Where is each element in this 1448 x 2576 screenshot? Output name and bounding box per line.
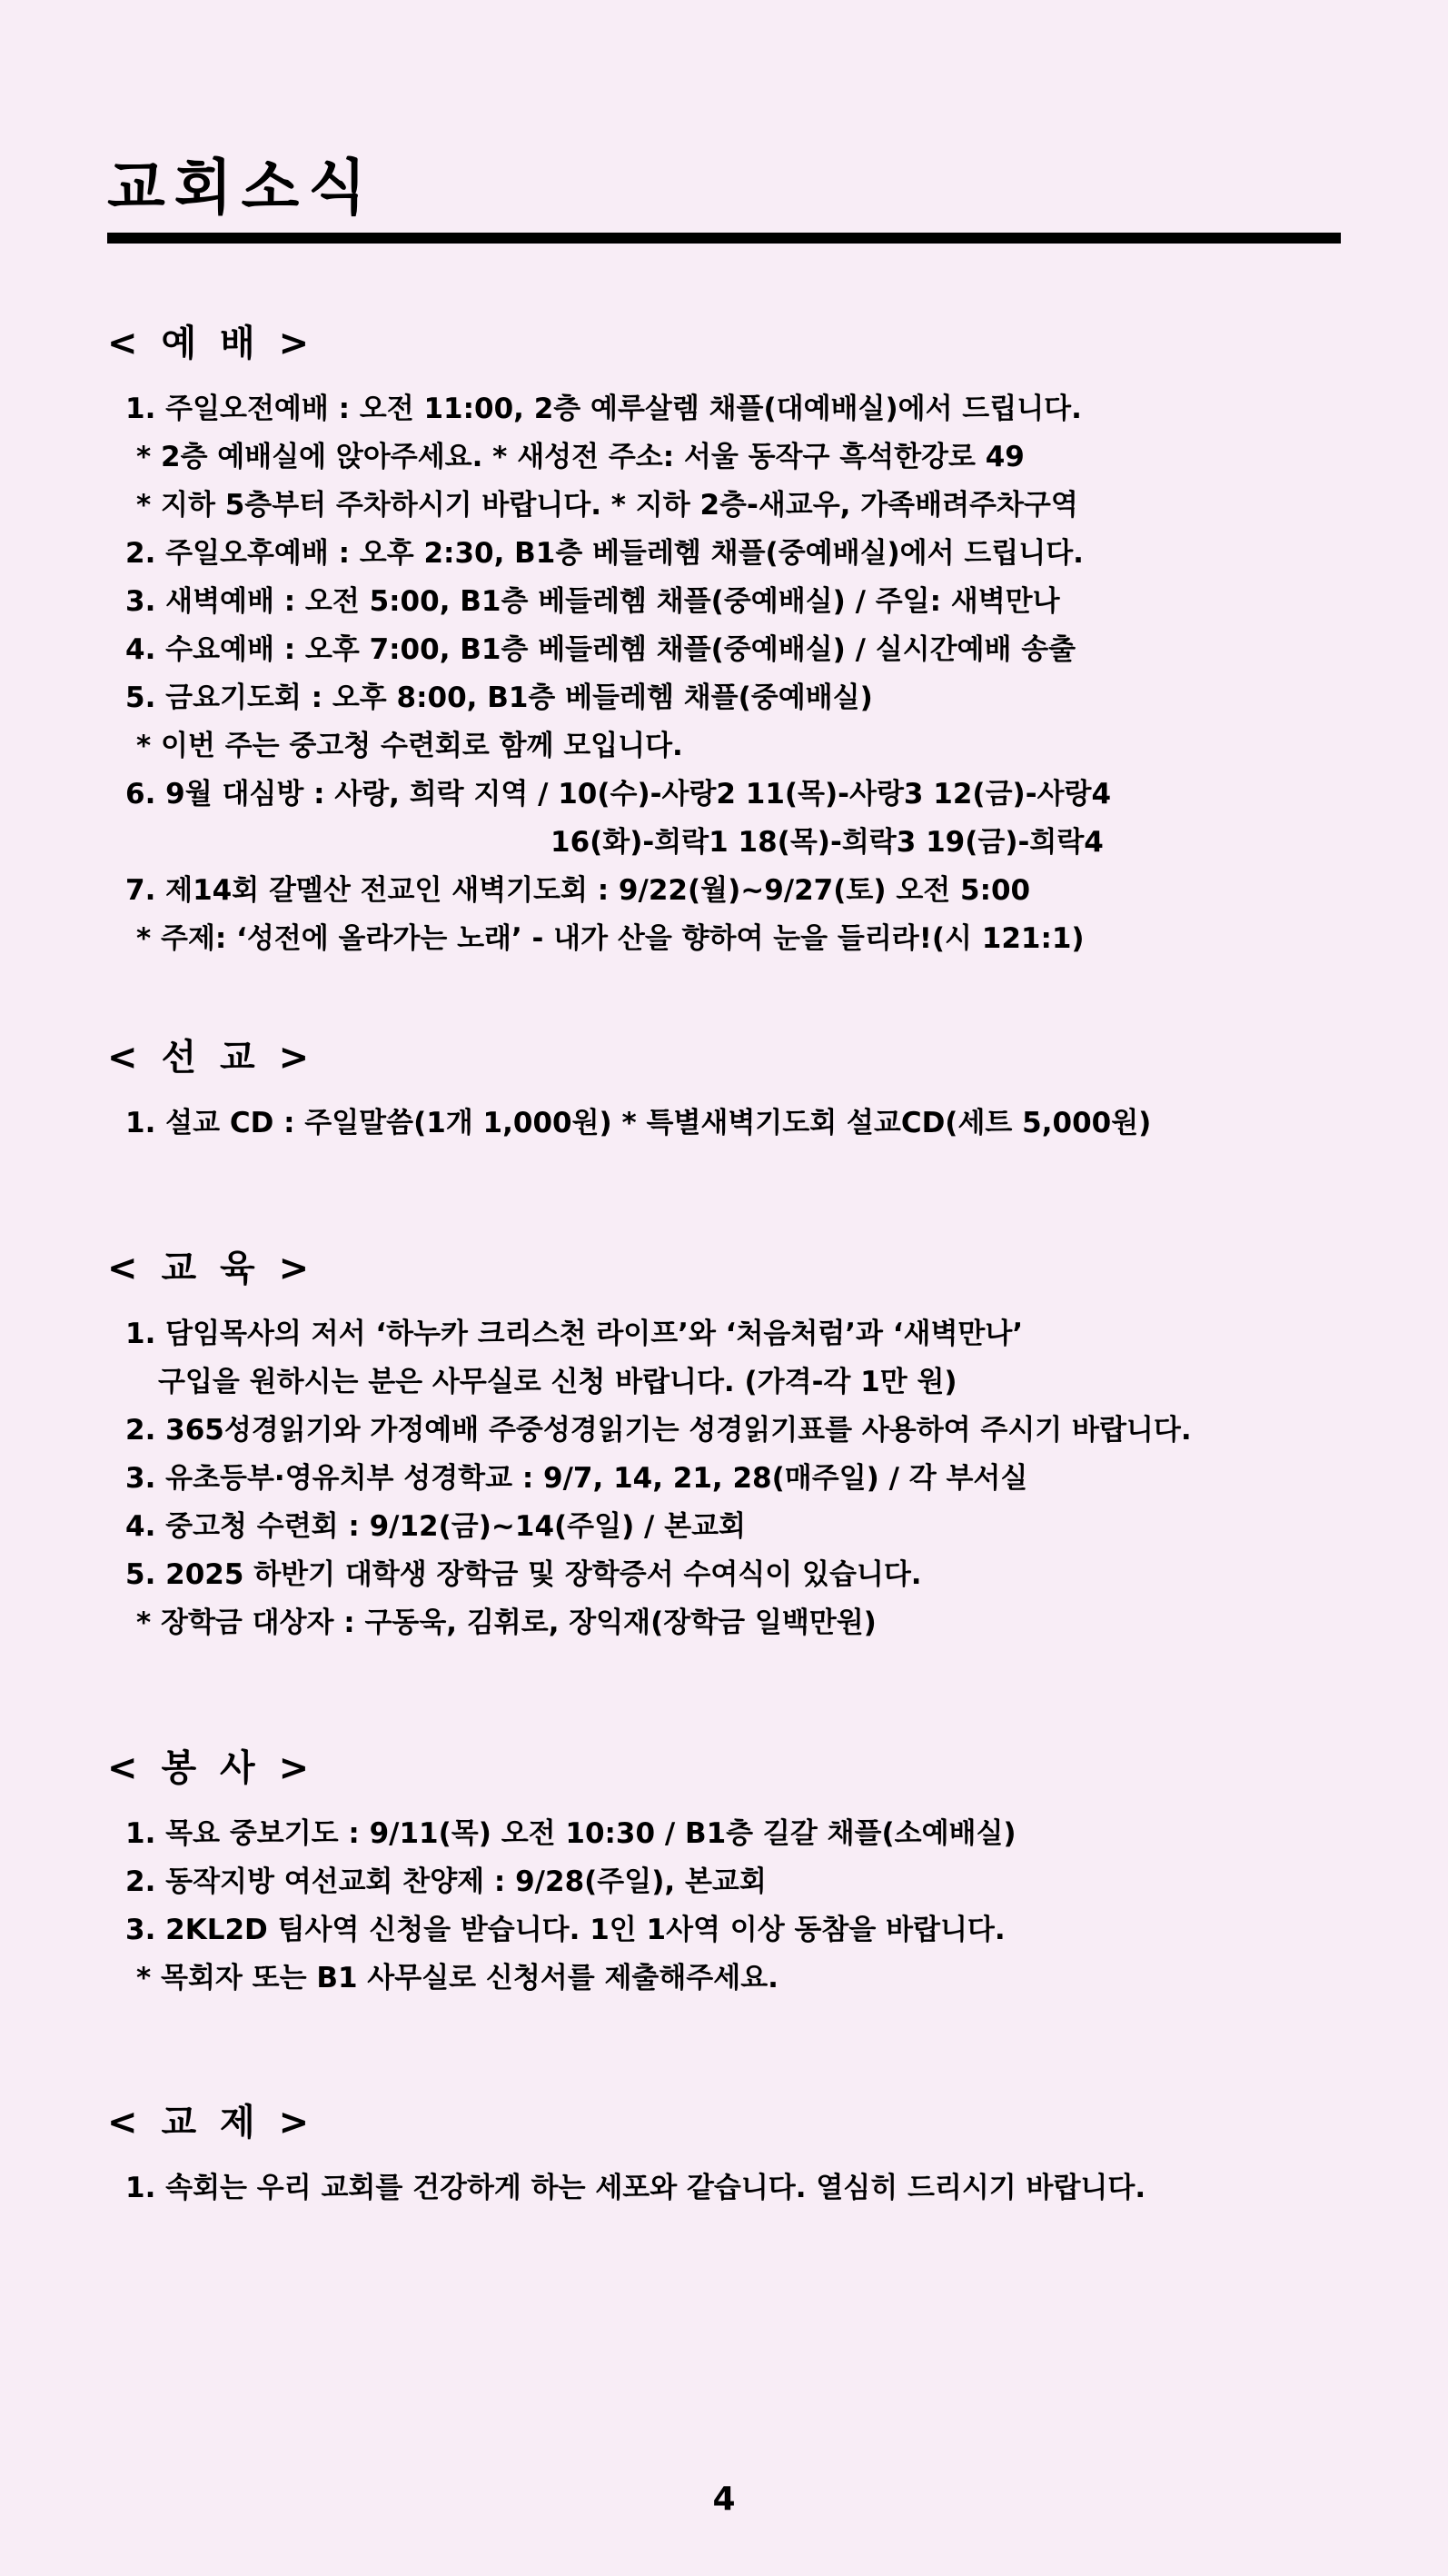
- worship-note: * 이번 주는 중고청 수련회로 함께 모입니다.: [136, 730, 683, 762]
- education-item-continued: 구입을 원하시는 분은 사무실로 신청 바랍니다. (가격-각 1만 원): [158, 1366, 957, 1398]
- education-note: * 장학금 대상자 : 구동욱, 김휘로, 장익재(장학금 일백만원): [136, 1606, 877, 1639]
- worship-item: 2. 주일오후예배 : 오후 2:30, B1층 베들레헴 채플(중예배실)에서 드립니다.: [125, 537, 1084, 570]
- section-worship: [107, 316, 1361, 963]
- worship-item: 1. 주일오전예배 : 오전 11:00, 2층 예루살렘 채플(대예배실)에서 드립니다.: [125, 393, 1082, 425]
- section-fellowship: [107, 2095, 1361, 2213]
- page-title: 교회소식: [107, 153, 376, 223]
- section-service: [107, 1741, 1361, 2003]
- worship-item: 4. 수요예배 : 오후 7:00, B1층 베들레헴 채플(중예배실) / 실시간예배 송출: [125, 633, 1076, 666]
- service-item: 1. 목요 중보기도 : 9/11(목) 오전 10:30 / B1층 길갈 채플(소예배실): [125, 1817, 1017, 1850]
- worship-item: 5. 금요기도회 : 오후 8:00, B1층 베들레헴 채플(중예배실): [125, 681, 873, 714]
- worship-schedule-continued: 16(화)-희락1 18(목)-희락3 19(금)-희락4: [550, 826, 1104, 859]
- section-heading-worship: < 예 배 >: [107, 323, 315, 364]
- worship-item: 7. 제14회 갈멜산 전교인 새벽기도회 : 9/22(월)~9/27(토) 오전 5:00: [125, 874, 1031, 907]
- education-item: 5. 2025 하반기 대학생 장학금 및 장학증서 수여식이 있습니다.: [125, 1558, 922, 1591]
- education-item: 4. 중고청 수련회 : 9/12(금)~14(주일) / 본교회: [125, 1510, 746, 1543]
- worship-item: 6. 9월 대심방 : 사랑, 희락 지역 / 10(수)-사랑2 11(목)-사랑3 12(금)-사랑4: [125, 778, 1112, 811]
- section-mission: [107, 1030, 1361, 1148]
- title-rule: [107, 233, 1341, 244]
- service-note: * 목회자 또는 B1 사무실로 신청서를 제출해주세요.: [136, 1962, 779, 1994]
- page-number: 4: [712, 2481, 736, 2518]
- worship-note: * 지하 5층부터 주차하시기 바랍니다. * 지하 2층-새교우, 가족배려주차구역: [136, 489, 1078, 522]
- section-education: [107, 1241, 1361, 1647]
- fellowship-item: 1. 속회는 우리 교회를 건강하게 하는 세포와 같습니다. 열심히 드리시기 바랍니다.: [125, 2172, 1146, 2204]
- worship-note: * 2층 예배실에 앉아주세요. * 새성전 주소: 서울 동작구 흑석한강로 49: [136, 441, 1025, 473]
- education-item: 2. 365성경읽기와 가정예배 주중성경읽기는 성경읽기표를 사용하여 주시기 바랍니다.: [125, 1414, 1192, 1447]
- worship-note: * 주제: ‘성전에 올라가는 노래’ - 내가 산을 향하여 눈을 들리라!(시 121:1): [136, 922, 1085, 955]
- service-item: 2. 동작지방 여선교회 찬양제 : 9/28(주일), 본교회: [125, 1865, 767, 1898]
- worship-item: 3. 새벽예배 : 오전 5:00, B1층 베들레헴 채플(중예배실) / 주일: 새벽만나: [125, 585, 1060, 618]
- mission-item: 1. 설교 CD : 주일말씀(1개 1,000원) * 특별새벽기도회 설교CD(세트 5,000원): [125, 1107, 1152, 1139]
- section-heading-mission: < 선 교 >: [107, 1037, 315, 1079]
- section-heading-service: < 봉 사 >: [107, 1747, 315, 1789]
- section-heading-education: < 교 육 >: [107, 1248, 315, 1289]
- education-item: 3. 유초등부·영유치부 성경학교 : 9/7, 14, 21, 28(매주일) / 각 부서실: [125, 1462, 1028, 1495]
- education-item: 1. 담임목사의 저서 ‘하누카 크리스천 라이프’와 ‘처음처럼’과 ‘새벽만나’: [125, 1318, 1024, 1350]
- section-heading-fellowship: < 교 제 >: [107, 2102, 315, 2143]
- service-item: 3. 2KL2D 팀사역 신청을 받습니다. 1인 1사역 이상 동참을 바랍니다.: [125, 1914, 1006, 1946]
